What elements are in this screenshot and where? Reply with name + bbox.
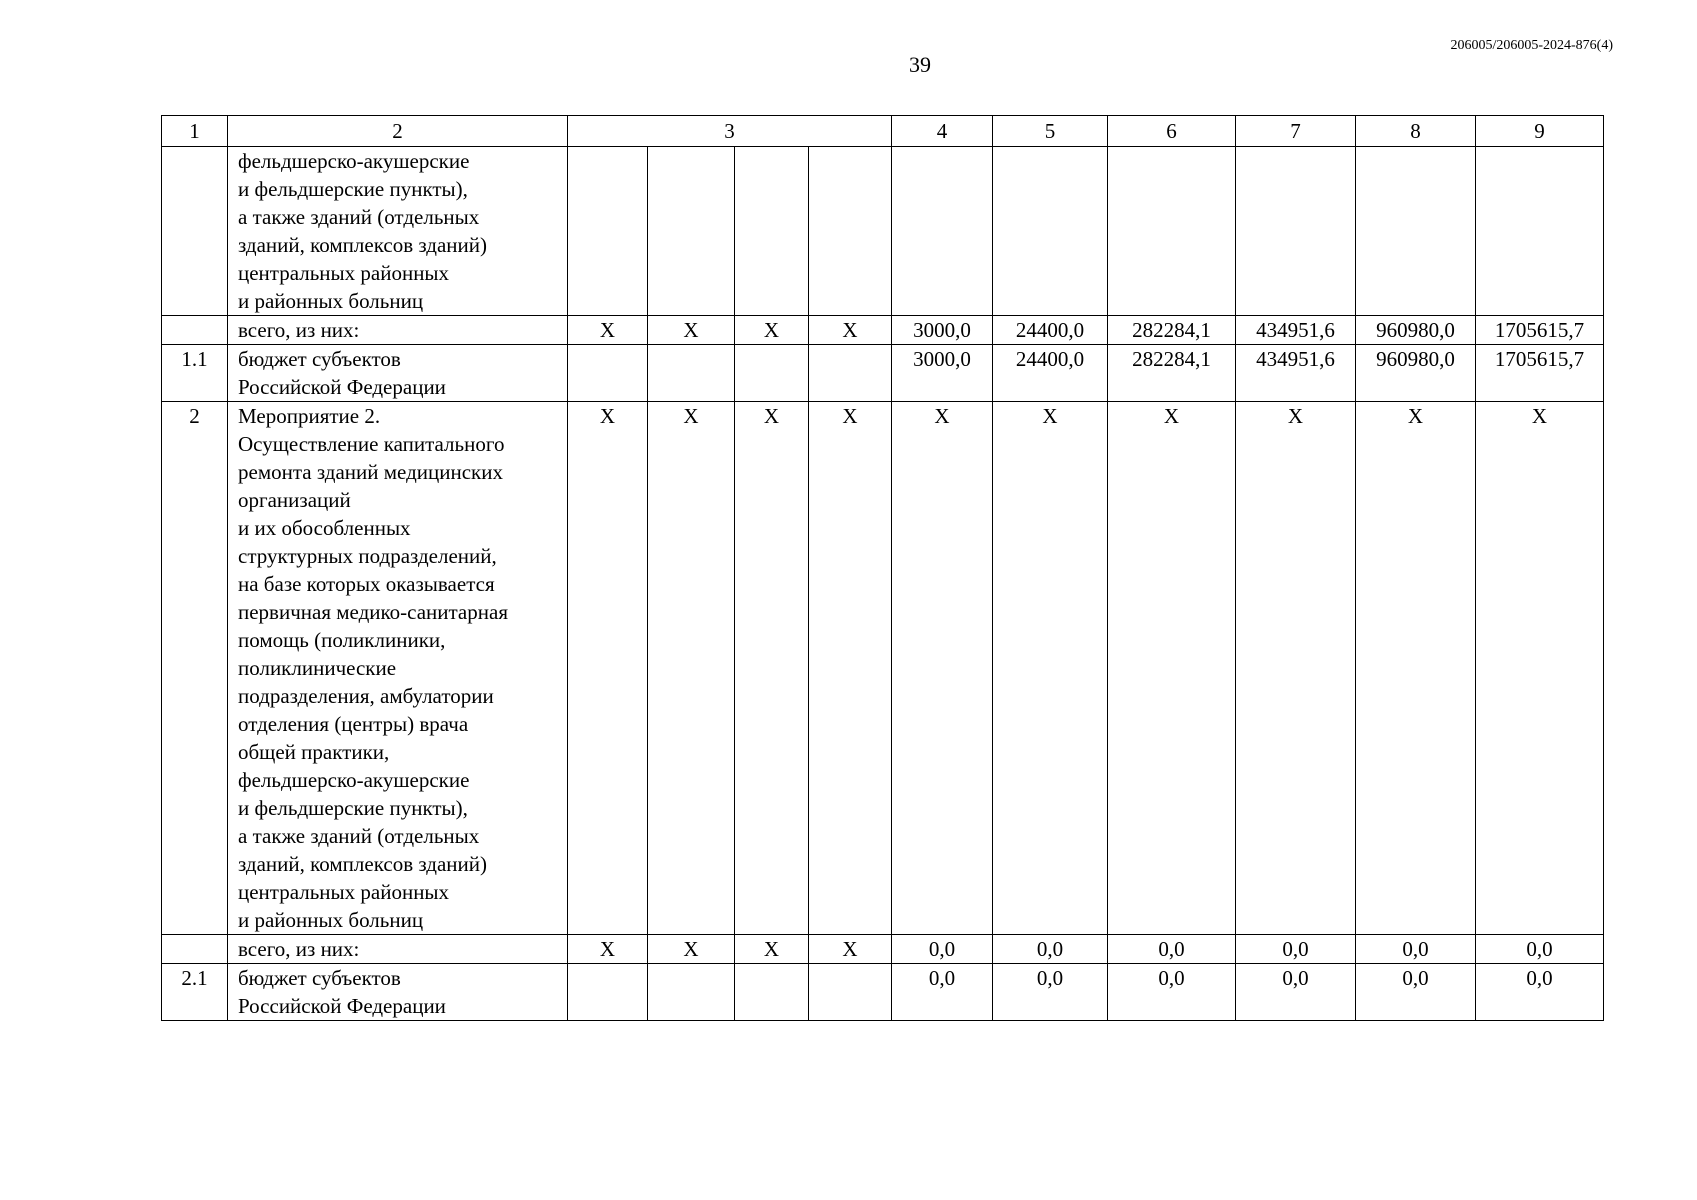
table-row [162,964,1604,1021]
table-row [162,147,1604,316]
value-cell [993,147,1108,316]
value-cell: 282284,1 [1108,345,1236,402]
value-cell [1356,147,1476,316]
value-cell: 0,0 [1476,935,1604,964]
value-cell: 1705615,7 [1476,316,1604,345]
value-cell: 3000,0 [892,345,993,402]
value-cell: 282284,1 [1108,316,1236,345]
value-cell: 0,0 [1476,964,1604,1021]
mark-cell: Х [648,935,735,964]
value-cell: 24400,0 [993,345,1108,402]
table-row [162,345,1604,402]
mark-cell: Х [568,402,648,935]
mark-cell [809,147,892,316]
row-number-cell: 2 [162,402,228,935]
mark-cell: Х [568,935,648,964]
value-cell: 0,0 [892,964,993,1021]
value-cell: 0,0 [1108,935,1236,964]
table-row [162,316,1604,345]
mark-cell: Х [568,316,648,345]
mark-cell: Х [809,316,892,345]
mark-cell: Х [809,935,892,964]
value-cell: 3000,0 [892,316,993,345]
table-row [162,935,1604,964]
row-number-cell [162,935,228,964]
value-cell: Х [892,402,993,935]
page-number: 39 [909,52,931,77]
mark-cell [568,147,648,316]
table-row [162,402,1604,935]
column-number: 5 [993,116,1108,147]
value-cell: Х [993,402,1108,935]
value-cell: 24400,0 [993,316,1108,345]
mark-cell [735,345,809,402]
mark-cell: Х [648,316,735,345]
mark-cell [648,964,735,1021]
row-name-cell: фельдшерско-акушерские и фельдшерские пункты), а также зданий (отдельных зданий, комплексов зданий) центральных районных и районных больниц [228,147,568,316]
value-cell: Х [1356,402,1476,935]
mark-cell [648,147,735,316]
value-cell: 1705615,7 [1476,345,1604,402]
value-cell: 434951,6 [1236,316,1356,345]
mark-cell: Х [735,316,809,345]
value-cell: 960980,0 [1356,316,1476,345]
column-number-row [162,116,1604,147]
column-number: 7 [1236,116,1356,147]
column-number: 6 [1108,116,1236,147]
column-number: 9 [1476,116,1604,147]
row-number-cell: 1.1 [162,345,228,402]
value-cell: Х [1108,402,1236,935]
row-number-cell: 2.1 [162,964,228,1021]
mark-cell [809,964,892,1021]
value-cell: 434951,6 [1236,345,1356,402]
row-number-cell [162,147,228,316]
mark-cell [735,964,809,1021]
row-name-cell: Мероприятие 2. Осуществление капитального ремонта зданий медицинских организаций и их обособленных структурных подразделений, на базе которых оказывается первичная медико-санитарная помощь (поликлиники, поликлинические подразделения, амбулатории отделения (центры) врача общей практики, фельдшерско-акушерские и фельдшерские пункты), а также зданий (отдельных зданий, комплексов зданий) центральных районных и районных больниц [228,402,568,935]
value-cell: 0,0 [993,964,1108,1021]
mark-cell: Х [735,935,809,964]
row-number-cell [162,316,228,345]
mark-cell: Х [809,402,892,935]
mark-cell: Х [648,402,735,935]
value-cell [892,147,993,316]
column-number: 3 [568,116,892,147]
row-name-cell: бюджет субъектов Российской Федерации [228,345,568,402]
value-cell: 0,0 [892,935,993,964]
value-cell: 960980,0 [1356,345,1476,402]
row-name-cell: всего, из них: [228,316,568,345]
budget-table [161,115,1604,1021]
value-cell: Х [1236,402,1356,935]
value-cell: 0,0 [1356,935,1476,964]
mark-cell: Х [735,402,809,935]
value-cell: 0,0 [1108,964,1236,1021]
value-cell [1236,147,1356,316]
document-id: 206005/206005-2024-876(4) [1450,38,1613,53]
value-cell: 0,0 [993,935,1108,964]
column-number: 4 [892,116,993,147]
value-cell: Х [1476,402,1604,935]
mark-cell [568,964,648,1021]
value-cell: 0,0 [1236,935,1356,964]
mark-cell [809,345,892,402]
row-name-cell: бюджет субъектов Российской Федерации [228,964,568,1021]
value-cell: 0,0 [1356,964,1476,1021]
row-name-cell: всего, из них: [228,935,568,964]
mark-cell [735,147,809,316]
column-number: 8 [1356,116,1476,147]
value-cell: 0,0 [1236,964,1356,1021]
mark-cell [648,345,735,402]
column-number: 2 [228,116,568,147]
column-number: 1 [162,116,228,147]
mark-cell [568,345,648,402]
value-cell [1108,147,1236,316]
value-cell [1476,147,1604,316]
